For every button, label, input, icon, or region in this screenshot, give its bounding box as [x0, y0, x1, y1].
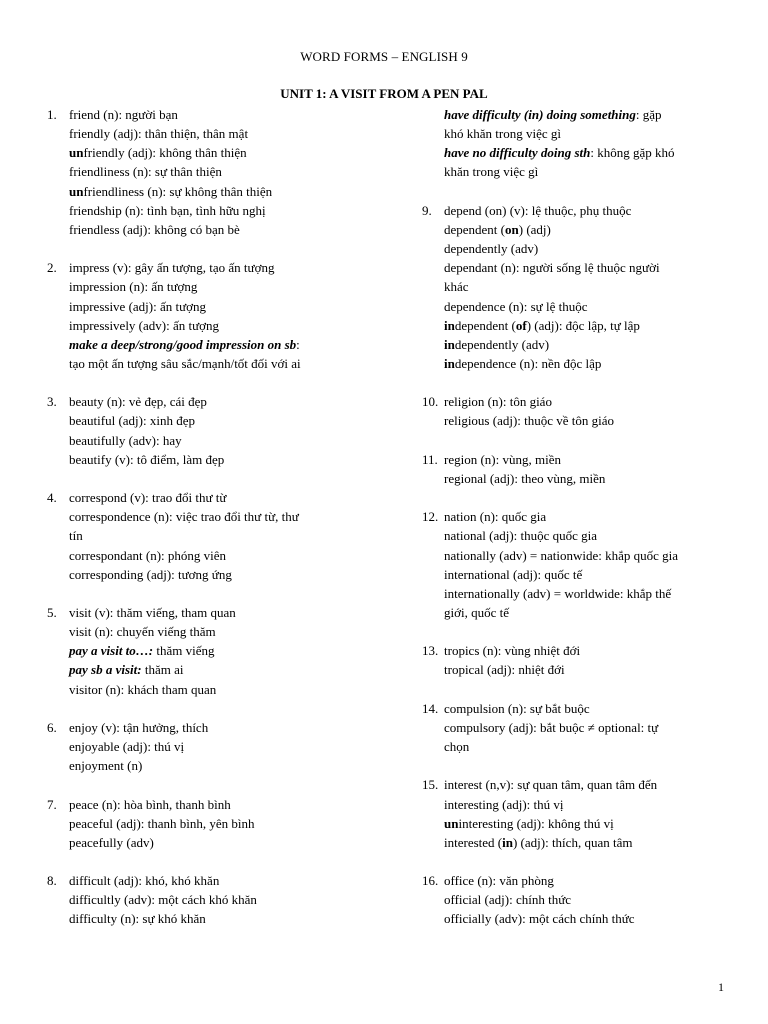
line-segment: beautifully (adv): hay	[69, 432, 182, 448]
entry-line	[69, 565, 377, 584]
entry-line	[444, 584, 752, 603]
line-segment: un	[444, 815, 459, 831]
entry-line	[444, 909, 752, 928]
entry-line	[444, 699, 752, 718]
word-entry	[422, 775, 752, 852]
entry-line	[69, 277, 377, 296]
entry-line	[444, 814, 752, 833]
entry-line	[444, 316, 752, 335]
line-segment: chọn	[444, 739, 470, 755]
entry-line	[69, 680, 377, 699]
line-segment: impress (v): gây ấn tượng, tạo ấn tượng	[69, 260, 275, 276]
entry-line	[444, 450, 752, 469]
entry-line	[444, 392, 752, 411]
line-segment: tropics (n): vùng nhiệt đới	[444, 643, 581, 659]
line-segment: religion (n): tôn giáo	[444, 394, 552, 410]
line-segment: enjoyment (n)	[69, 758, 143, 774]
line-segment: correspond (v): trao đổi thư từ	[69, 490, 227, 506]
line-segment: dependent (	[454, 317, 516, 333]
entry-number: 16.	[422, 873, 439, 889]
entry-line	[444, 775, 752, 794]
entry-line	[444, 737, 752, 756]
line-segment: in	[502, 834, 513, 850]
entry-line	[69, 795, 377, 814]
line-segment: pay a visit to…:	[69, 643, 154, 659]
right-column	[422, 105, 752, 948]
entry-line	[444, 239, 752, 258]
entry-line	[69, 660, 377, 679]
entry-number: 3.	[47, 394, 57, 410]
line-segment: have no difficulty doing sth	[444, 145, 591, 161]
entry-line	[444, 507, 752, 526]
line-segment: friendly (adj): thân thiện, thân mật	[69, 126, 249, 142]
line-segment: in	[444, 317, 455, 333]
entry-line	[444, 124, 752, 143]
line-segment: corresponding (adj): tương ứng	[69, 566, 232, 582]
line-segment: international (adj): quốc tế	[444, 566, 583, 582]
line-segment: interesting (adj): không thú vị	[458, 815, 614, 831]
line-segment: tín	[69, 528, 83, 544]
line-segment: impressively (adv): ấn tượng	[69, 317, 220, 333]
line-segment: compulsory (adj): bắt buộc ≠ optional: tự	[444, 719, 659, 735]
line-segment: dependant (n): người sống lệ thuộc người	[444, 260, 660, 276]
line-segment: friendly (adj): không thân thiện	[83, 145, 247, 161]
entry-line	[69, 890, 377, 909]
word-entry	[422, 105, 752, 182]
word-entry	[422, 641, 752, 679]
line-segment: beautify (v): tô điểm, làm đẹp	[69, 451, 225, 467]
entry-line	[69, 335, 377, 354]
word-entry	[422, 201, 752, 373]
line-segment: khó khăn trong việc gì	[444, 126, 561, 142]
entry-line	[444, 890, 752, 909]
entry-line	[69, 220, 377, 239]
line-segment: dependently (adv)	[454, 336, 550, 352]
entry-line	[69, 431, 377, 450]
entry-number: 11.	[422, 451, 438, 467]
entry-line	[69, 641, 377, 660]
word-entry	[47, 488, 377, 584]
line-segment: nationally (adv) = nationwide: khắp quốc gia	[444, 547, 679, 563]
entry-line	[444, 335, 752, 354]
line-segment: dependently (adv)	[444, 241, 539, 257]
entry-line	[69, 737, 377, 756]
line-segment: friend (n): người bạn	[69, 107, 178, 122]
entry-line	[444, 277, 752, 296]
entry-number: 12.	[422, 509, 439, 525]
line-segment: ) (adj)	[518, 221, 551, 237]
line-segment: nation (n): quốc gia	[444, 509, 547, 525]
line-segment: religious (adj): thuộc về tôn giáo	[444, 413, 615, 429]
word-entry	[422, 699, 752, 756]
line-segment: un	[69, 145, 84, 161]
line-segment: compulsion (n): sự bắt buộc	[444, 700, 590, 716]
line-segment: interested (	[444, 834, 503, 850]
line-segment: ) (adj): thích, quan tâm	[512, 834, 633, 850]
line-segment: visit (v): thăm viếng, tham quan	[69, 605, 236, 620]
entry-line	[69, 201, 377, 220]
entry-number: 6.	[47, 719, 57, 735]
entry-line	[69, 546, 377, 565]
line-segment: regional (adj): theo vùng, miền	[444, 470, 606, 486]
line-segment: : không gặp khó	[590, 145, 675, 161]
word-entry	[47, 795, 377, 852]
line-segment: have difficulty (in) doing something	[444, 107, 636, 122]
document-title: WORD FORMS – ENGLISH 9	[300, 49, 468, 64]
line-segment: giới, quốc tế	[444, 605, 509, 620]
entry-line	[444, 105, 752, 124]
line-segment: dependent (	[444, 221, 506, 237]
left-column	[47, 105, 377, 948]
line-segment: impression (n): ấn tượng	[69, 279, 198, 295]
line-segment: correspondant (n): phóng viên	[69, 547, 227, 563]
entry-number: 7.	[47, 796, 57, 812]
entry-line	[69, 162, 377, 181]
entry-line	[444, 660, 752, 679]
entry-line	[444, 143, 752, 162]
word-entry	[47, 258, 377, 373]
line-segment: ) (adj): độc lập, tự lập	[526, 317, 640, 333]
line-segment: peace (n): hòa bình, thanh bình	[69, 796, 231, 812]
line-segment: tropical (adj): nhiệt đới	[444, 662, 565, 678]
entry-line	[69, 756, 377, 775]
line-segment: difficult (adj): khó, khó khăn	[69, 873, 220, 889]
line-segment: thăm ai	[141, 662, 184, 678]
entry-line	[69, 105, 377, 124]
word-entry	[422, 450, 752, 488]
entry-line	[69, 124, 377, 143]
entry-number: 14.	[422, 700, 439, 716]
entry-line	[69, 297, 377, 316]
entry-line	[444, 258, 752, 277]
word-entry	[47, 105, 377, 239]
entry-line	[69, 603, 377, 622]
line-segment: in	[444, 356, 455, 372]
line-segment: friendliness (n): sự thân thiện	[69, 164, 222, 180]
unit-title: UNIT 1: A VISIT FROM A PEN PAL	[280, 86, 488, 101]
entry-number: 2.	[47, 260, 57, 276]
entry-line	[444, 411, 752, 430]
entry-line	[444, 354, 752, 373]
line-segment: enjoy (v): tận hưởng, thích	[69, 719, 209, 735]
line-segment: officially (adv): một cách chính thức	[444, 911, 635, 927]
entry-line	[69, 909, 377, 928]
line-segment: friendless (adj): không có bạn bè	[69, 221, 240, 237]
word-entry	[422, 507, 752, 622]
entry-line	[69, 622, 377, 641]
line-segment: office (n): văn phòng	[444, 873, 554, 889]
entry-line	[444, 641, 752, 660]
line-segment: : gặp	[635, 107, 662, 122]
page-number: 1	[718, 980, 724, 994]
entry-line	[69, 833, 377, 852]
line-segment: un	[69, 183, 84, 199]
entry-line	[444, 546, 752, 565]
entry-line	[444, 220, 752, 239]
word-entry	[422, 871, 752, 928]
entry-line	[69, 143, 377, 162]
entry-line	[69, 450, 377, 469]
line-segment: visit (n): chuyến viếng thăm	[69, 624, 216, 640]
word-entry	[47, 718, 377, 775]
entry-line	[69, 182, 377, 201]
line-segment: :	[296, 336, 300, 352]
entry-number: 8.	[47, 873, 57, 889]
line-segment: in	[444, 336, 455, 352]
line-segment: friendliness (n): sự không thân thiện	[83, 183, 273, 199]
line-segment: difficultly (adv): một cách khó khăn	[69, 892, 257, 908]
line-segment: depend (on) (v): lệ thuộc, phụ thuộc	[444, 202, 632, 218]
entry-number: 4.	[47, 490, 57, 506]
line-segment: official (adj): chính thức	[444, 892, 572, 908]
entry-line	[69, 526, 377, 545]
line-segment: khăn trong việc gì	[444, 164, 539, 180]
line-segment: difficulty (n): sự khó khăn	[69, 911, 206, 927]
entry-line	[69, 316, 377, 335]
entry-line	[69, 507, 377, 526]
entry-line	[444, 162, 752, 181]
entry-line	[444, 526, 752, 545]
line-segment: interest (n,v): sự quan tâm, quan tâm đến	[444, 777, 658, 793]
line-segment: pay sb a visit:	[69, 662, 142, 678]
line-segment: peaceful (adj): thanh bình, yên bình	[69, 815, 255, 831]
line-segment: on	[505, 221, 519, 237]
entry-line	[444, 201, 752, 220]
entry-line	[444, 718, 752, 737]
line-segment: friendship (n): tình bạn, tình hữu nghị	[69, 202, 266, 218]
entry-number: 9.	[422, 202, 432, 218]
entry-line	[444, 795, 752, 814]
word-entry	[47, 392, 377, 469]
entry-line	[69, 871, 377, 890]
entry-line	[444, 565, 752, 584]
line-segment: dependence (n): sự lệ thuộc	[444, 298, 588, 314]
entry-line	[69, 488, 377, 507]
line-segment: interesting (adj): thú vị	[444, 796, 564, 812]
line-segment: dependence (n): nền độc lập	[454, 356, 602, 372]
entry-line	[444, 297, 752, 316]
entry-line	[69, 258, 377, 277]
entry-line	[69, 411, 377, 430]
line-segment: correspondence (n): việc trao đổi thư từ, thư	[69, 509, 299, 525]
line-segment: impressive (adj): ấn tượng	[69, 298, 207, 314]
entry-line	[444, 469, 752, 488]
word-entry	[47, 603, 377, 699]
entry-line	[444, 871, 752, 890]
line-segment: of	[515, 317, 527, 333]
entry-line	[444, 833, 752, 852]
word-entry	[47, 871, 377, 928]
entry-line	[69, 718, 377, 737]
entry-number: 10.	[422, 394, 439, 410]
entry-line	[69, 354, 377, 373]
line-segment: beautiful (adj): xinh đẹp	[69, 413, 195, 429]
entry-number: 5.	[47, 605, 57, 620]
line-segment: region (n): vùng, miền	[444, 451, 561, 467]
entry-line	[444, 603, 752, 622]
line-segment: make a deep/strong/good impression on sb	[69, 336, 297, 352]
line-segment: peacefully (adv)	[69, 834, 154, 850]
line-segment: enjoyable (adj): thú vị	[69, 739, 185, 755]
entry-number: 15.	[422, 777, 439, 793]
entry-line	[69, 814, 377, 833]
entry-number: 1.	[47, 107, 57, 122]
entry-line	[69, 392, 377, 411]
line-segment: national (adj): thuộc quốc gia	[444, 528, 598, 544]
line-segment: beauty (n): vẻ đẹp, cái đẹp	[69, 394, 207, 410]
line-segment: tạo một ấn tượng sâu sắc/mạnh/tốt đối với ai	[69, 356, 301, 372]
line-segment: thăm viếng	[153, 643, 215, 659]
line-segment: khác	[444, 279, 469, 295]
word-entry	[422, 392, 752, 430]
entry-number: 13.	[422, 643, 439, 659]
line-segment: internationally (adv) = worldwide: khắp thế	[444, 585, 672, 601]
line-segment: visitor (n): khách tham quan	[69, 681, 217, 697]
